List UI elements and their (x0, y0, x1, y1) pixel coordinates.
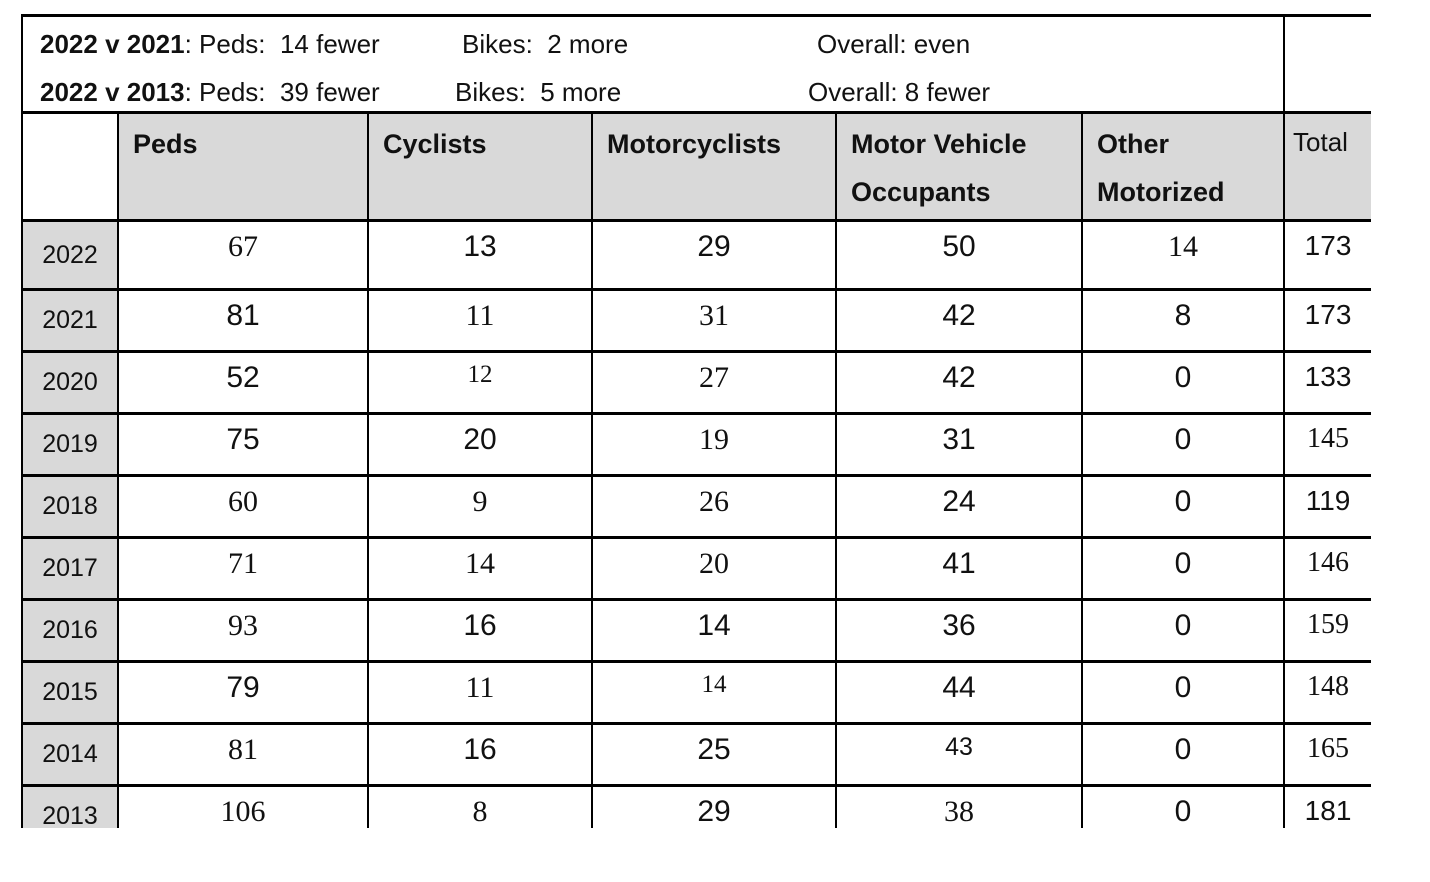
data-cell: 0 (1082, 352, 1284, 414)
summary-band-row (22, 16, 1371, 113)
data-cell: 0 (1082, 786, 1284, 829)
data-cell: 44 (836, 662, 1082, 724)
year-cell: 2021 (22, 290, 118, 352)
total-cell: 181 (1284, 786, 1371, 829)
data-cell: 24 (836, 476, 1082, 538)
col-header-motorcyclists: Motorcyclists (592, 113, 836, 221)
col-header-year (22, 113, 118, 221)
data-cell: 52 (118, 352, 368, 414)
data-cell: 14 (592, 600, 836, 662)
total-cell: 148 (1284, 662, 1371, 724)
data-cell: 41 (836, 538, 1082, 600)
summary-overall-text: Overall: 8 fewer (808, 77, 991, 107)
col-header-peds: Peds (118, 113, 368, 221)
data-cell: 20 (368, 414, 592, 476)
data-cell: 9 (368, 476, 592, 538)
data-cell: 19 (592, 414, 836, 476)
summary-peds-text: : Peds: 39 fewer (184, 77, 380, 107)
table-row-2016 (22, 600, 1371, 662)
data-cell: 12 (368, 352, 592, 414)
data-cell: 0 (1082, 600, 1284, 662)
data-cell: 93 (118, 600, 368, 662)
year-cell: 2014 (22, 724, 118, 786)
summary-label: 2022 v 2021 (40, 29, 185, 59)
fatalities-table-container (21, 14, 1371, 828)
year-cell: 2013 (22, 786, 118, 829)
data-cell: 20 (592, 538, 836, 600)
table-row-2022 (22, 221, 1371, 290)
data-cell: 38 (836, 786, 1082, 829)
data-cell: 42 (836, 290, 1082, 352)
summary-band (22, 16, 1284, 113)
table-row-2017 (22, 538, 1371, 600)
data-cell: 60 (118, 476, 368, 538)
data-cell: 31 (592, 290, 836, 352)
data-cell: 16 (368, 600, 592, 662)
data-cell: 81 (118, 724, 368, 786)
data-cell: 0 (1082, 476, 1284, 538)
total-cell: 146 (1284, 538, 1371, 600)
summary-line-2022v2013 (23, 75, 1283, 109)
summary-line-2022v2021 (23, 27, 1283, 61)
total-cell: 173 (1284, 221, 1371, 290)
data-cell: 14 (592, 662, 836, 724)
table-row-2021 (22, 290, 1371, 352)
data-cell: 106 (118, 786, 368, 829)
data-cell: 67 (118, 221, 368, 290)
data-cell: 75 (118, 414, 368, 476)
table-row-2019 (22, 414, 1371, 476)
summary-bikes-text: Bikes: 2 more (462, 29, 629, 59)
year-cell: 2022 (22, 221, 118, 290)
data-cell: 0 (1082, 724, 1284, 786)
table-row-2014 (22, 724, 1371, 786)
data-cell: 79 (118, 662, 368, 724)
data-cell: 43 (836, 724, 1082, 786)
data-cell: 42 (836, 352, 1082, 414)
total-cell: 173 (1284, 290, 1371, 352)
summary-peds-text: : Peds: 14 fewer (184, 29, 380, 59)
year-cell: 2020 (22, 352, 118, 414)
total-cell: 159 (1284, 600, 1371, 662)
total-cell: 119 (1284, 476, 1371, 538)
table-row-2020 (22, 352, 1371, 414)
data-cell: 29 (592, 221, 836, 290)
data-cell: 11 (368, 290, 592, 352)
data-cell: 14 (1082, 221, 1284, 290)
col-header-total: Total (1284, 113, 1371, 221)
data-cell: 31 (836, 414, 1082, 476)
total-cell: 165 (1284, 724, 1371, 786)
data-cell: 11 (368, 662, 592, 724)
data-cell: 50 (836, 221, 1082, 290)
data-cell: 0 (1082, 414, 1284, 476)
total-cell: 133 (1284, 352, 1371, 414)
data-cell: 71 (118, 538, 368, 600)
year-cell: 2017 (22, 538, 118, 600)
fatalities-table (21, 14, 1371, 828)
year-cell: 2018 (22, 476, 118, 538)
data-cell: 13 (368, 221, 592, 290)
col-header-other-motorized: Other Motorized (1082, 113, 1284, 221)
data-cell: 16 (368, 724, 592, 786)
table-row-2015 (22, 662, 1371, 724)
col-header-motor-vehicle-occupants: Motor Vehicle Occupants (836, 113, 1082, 221)
summary-label: 2022 v 2013 (40, 77, 185, 107)
data-cell: 25 (592, 724, 836, 786)
data-cell: 8 (368, 786, 592, 829)
data-cell: 14 (368, 538, 592, 600)
col-header-cyclists: Cyclists (368, 113, 592, 221)
header-row (22, 113, 1371, 221)
summary-bikes-text: Bikes: 5 more (455, 77, 622, 107)
summary-band-corner-cell (1284, 16, 1371, 113)
table-row-2018 (22, 476, 1371, 538)
total-cell: 145 (1284, 414, 1371, 476)
data-cell: 27 (592, 352, 836, 414)
data-cell: 26 (592, 476, 836, 538)
summary-overall-text: Overall: even (817, 29, 971, 59)
data-cell: 29 (592, 786, 836, 829)
table-row-2013 (22, 786, 1371, 829)
data-cell: 36 (836, 600, 1082, 662)
data-cell: 0 (1082, 538, 1284, 600)
year-cell: 2019 (22, 414, 118, 476)
year-cell: 2016 (22, 600, 118, 662)
data-cell: 8 (1082, 290, 1284, 352)
data-cell: 81 (118, 290, 368, 352)
data-cell: 0 (1082, 662, 1284, 724)
year-cell: 2015 (22, 662, 118, 724)
